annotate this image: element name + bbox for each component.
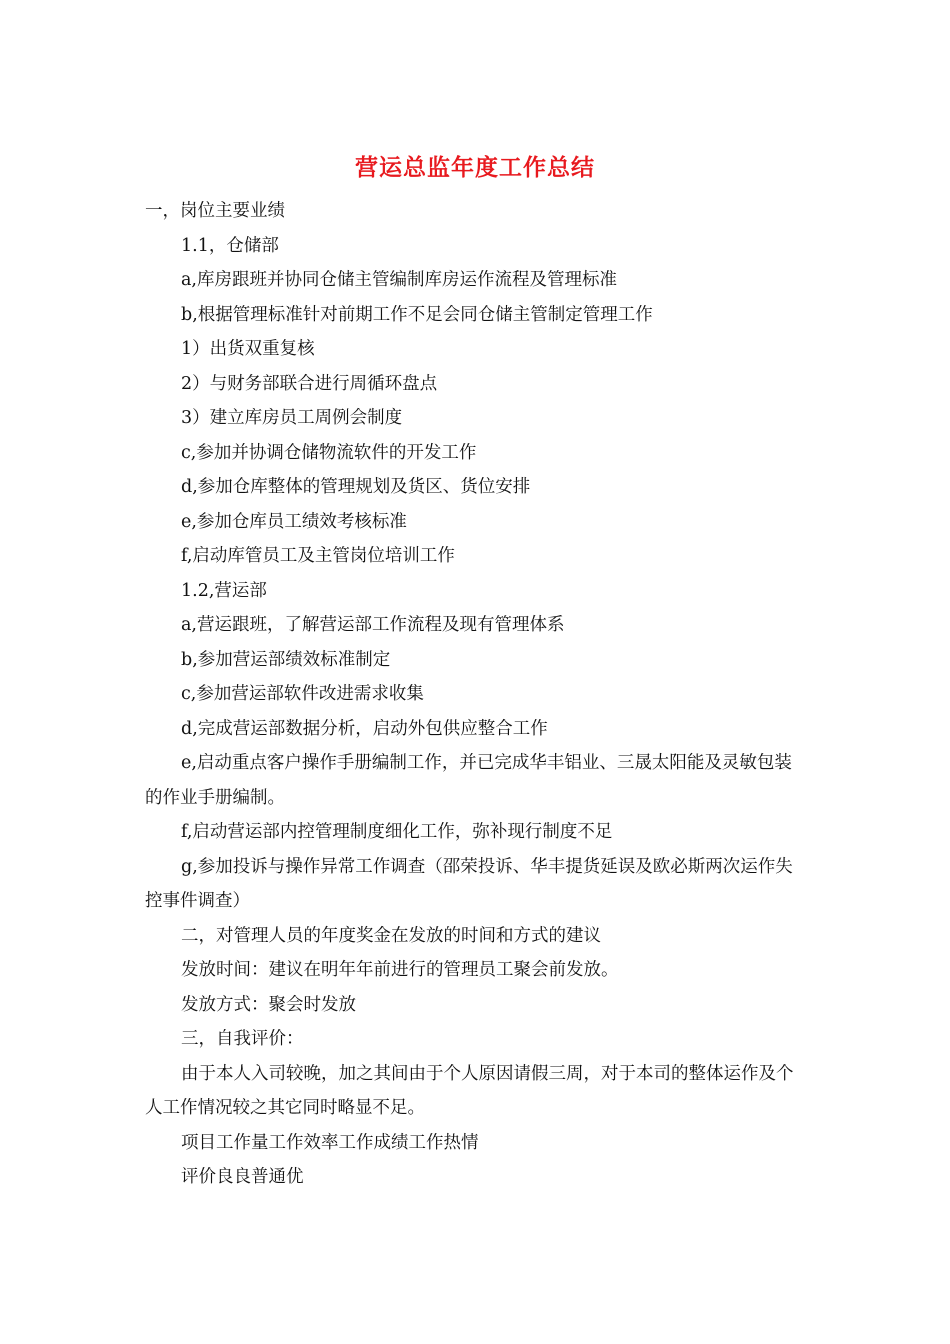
paragraph: f,启动库管员工及主管岗位培训工作 <box>181 546 455 566</box>
paragraph: c,参加营运部软件改进需求收集 <box>181 684 424 704</box>
paragraph: a,库房跟班并协同仓储主管编制库房运作流程及管理标准 <box>181 270 617 290</box>
paragraph: 2）与财务部联合进行周循环盘点 <box>181 373 438 394</box>
document-body <box>145 194 805 1195</box>
paragraph: f,启动营运部内控管理制度细化工作，弥补现行制度不足 <box>181 822 613 842</box>
paragraph: 1.1，仓储部 <box>181 235 279 256</box>
paragraph: 评价良良普通优 <box>181 1167 304 1187</box>
paragraph: d,参加仓库整体的管理规划及货区、货位安排 <box>181 477 531 497</box>
paragraph: 发放时间：建议在明年年前进行的管理员工聚会前发放。 <box>181 960 619 980</box>
paragraph: 三，自我评价： <box>181 1029 304 1049</box>
paragraph: c,参加并协调仓储物流软件的开发工作 <box>181 442 477 463</box>
paragraph: 二，对管理人员的年度奖金在发放的时间和方式的建议 <box>181 925 601 946</box>
paragraph: b,参加营运部绩效标准制定 <box>181 649 391 670</box>
paragraph: 1）出货双重复核 <box>181 339 315 359</box>
paragraph: b,根据管理标准针对前期工作不足会同仓储主管制定管理工作 <box>181 304 653 325</box>
paragraph: 发放方式：聚会时发放 <box>181 994 356 1015</box>
paragraph: 由于本人入司较晚，加之其间由于个人原因请假三周，对于本司的整体运作及个人工作情况较之其它同时略显不足。 <box>145 1063 794 1118</box>
paragraph: d,完成营运部数据分析，启动外包供应整合工作 <box>181 718 548 739</box>
paragraph: 一，岗位主要业绩 <box>145 201 285 221</box>
paragraph: e,启动重点客户操作手册编制工作，并已完成华丰铝业、三晟太阳能及灵敏包装的作业手册编制。 <box>145 753 792 808</box>
paragraph: a,营运跟班，了解营运部工作流程及现有管理体系 <box>181 615 565 635</box>
paragraph: 项目工作量工作效率工作成绩工作热情 <box>181 1132 479 1153</box>
paragraph: 1.2,营运部 <box>181 580 267 601</box>
paragraph: e,参加仓库员工绩效考核标准 <box>181 511 407 532</box>
document-title: 营运总监年度工作总结 <box>355 154 595 181</box>
paragraph: 3）建立库房员工周例会制度 <box>181 408 403 428</box>
paragraph: g,参加投诉与操作异常工作调查（邵荣投诉、华丰提货延误及欧必斯两次运作失控事件调查） <box>145 856 793 911</box>
